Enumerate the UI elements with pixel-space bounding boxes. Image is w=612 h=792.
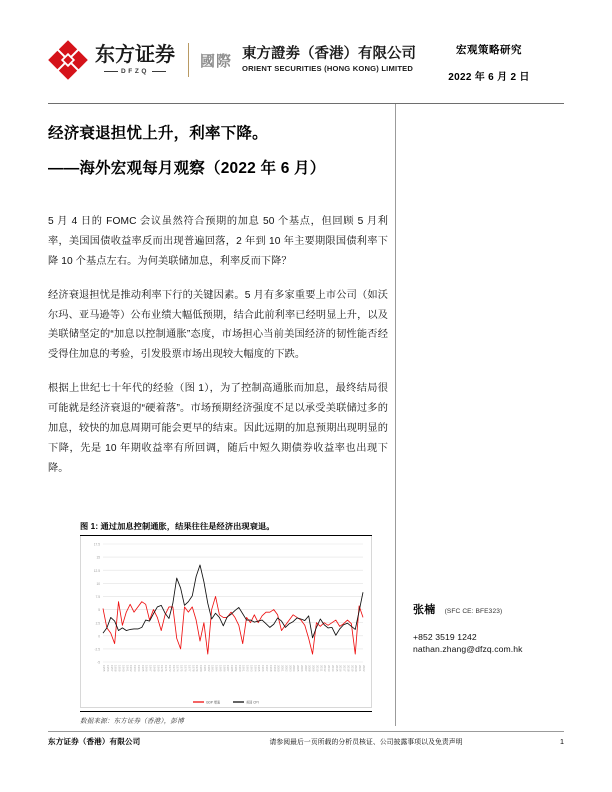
svg-text:1961: 1961 [125, 665, 130, 672]
svg-text:2013: 2013 [327, 665, 332, 672]
page-title: 经济衰退担忧上升，利率下降。 [48, 125, 268, 142]
svg-text:2022: 2022 [362, 665, 366, 672]
svg-text:2000: 2000 [276, 665, 281, 672]
company-logo [48, 40, 416, 80]
analyst-phone: +852 3519 1242 [413, 632, 477, 642]
figure-chart-area [80, 536, 372, 708]
logo-hk-entity [242, 47, 416, 74]
svg-text:1958: 1958 [113, 665, 118, 672]
svg-text:2011: 2011 [319, 665, 324, 672]
footer-disclaimer: 请参阅最后一页所载的分析员核证、公司披露事项以及免责声明 [269, 739, 463, 746]
svg-text:1965: 1965 [140, 665, 145, 672]
svg-text:1973: 1973 [171, 665, 176, 672]
svg-text:1979: 1979 [195, 665, 200, 672]
svg-text:1970: 1970 [160, 665, 165, 672]
svg-text:2017: 2017 [342, 665, 347, 672]
svg-text:10: 10 [96, 581, 100, 586]
footer-rule [48, 731, 564, 732]
svg-text:1978: 1978 [191, 665, 196, 672]
svg-text:1966: 1966 [144, 665, 149, 672]
svg-text:-2.5: -2.5 [94, 647, 100, 652]
svg-text:5: 5 [98, 608, 100, 613]
svg-text:2009: 2009 [311, 665, 316, 672]
svg-text:1962: 1962 [129, 665, 134, 672]
svg-text:-5: -5 [97, 660, 100, 665]
body-paragraph: 根据上世纪七十年代的经验（图 1），为了控制高通胀而加息，最终结局很可能就是经济衰退的“硬着落”。市场预期经济强度不足以承受美联储过多的加息，较快的加息周期可能会更早的结束。因此远期的加息预期出现明显的下降，先是 10 年期收益率有所回调，随后中短久期债券收益率也出现下降。 [48, 383, 388, 474]
svg-text:1999: 1999 [272, 665, 277, 672]
svg-text:2019: 2019 [350, 665, 355, 672]
header-rule [48, 103, 564, 104]
logo-international-label: 國際 [200, 52, 233, 70]
figure-source-note: 数据来源：东方证券（香港），彭博 [80, 711, 372, 725]
svg-text:1982: 1982 [206, 665, 211, 672]
line-chart [81, 536, 373, 708]
svg-text:2006: 2006 [299, 665, 304, 672]
body-paragraph: 经济衰退担忧是推动利率下行的关键因素。5 月有多家重要上市公司（如沃尔玛、亚马逊等）公布业绩大幅低预期，结合此前利率已经明显上升，以及美联储坚定的“加息以控制通胀”态度，市场担心当前美国经济的韧性能否经受得住加息的考验，引发股票市场出现较大幅度的下跌。 [48, 289, 388, 361]
svg-text:2005: 2005 [296, 665, 301, 672]
svg-text:2001: 2001 [280, 665, 285, 672]
svg-text:2014: 2014 [330, 665, 335, 672]
svg-text:2016: 2016 [338, 665, 343, 672]
svg-text:7.5: 7.5 [95, 595, 100, 600]
svg-text:2007: 2007 [303, 665, 308, 672]
body-text-column [48, 212, 388, 493]
svg-text:1984: 1984 [214, 665, 219, 672]
svg-text:2021: 2021 [358, 665, 363, 672]
svg-text:1968: 1968 [152, 665, 157, 672]
svg-text:1988: 1988 [230, 665, 235, 672]
title-block [48, 124, 388, 180]
footer-company: 东方证券（香港）有限公司 [48, 737, 141, 746]
svg-text:2020: 2020 [354, 665, 359, 672]
svg-text:2008: 2008 [307, 665, 312, 672]
svg-text:1994: 1994 [253, 665, 258, 672]
body-paragraph: 5 月 4 日的 FOMC 会议虽然符合预期的加息 50 个基点，但回顾 5 月利率，美国国债收益率反而出现普遍回落，2 年到 10 年主要期限国债利率下降 10 个基点左右。为何美联储加息，利率反而下降？ [48, 216, 388, 267]
svg-text:1957: 1957 [109, 665, 114, 672]
svg-text:1976: 1976 [183, 665, 188, 672]
svg-text:1956: 1956 [105, 665, 110, 672]
footer-page-number: 1 [560, 737, 564, 746]
analyst-name: 张楠 [413, 604, 436, 616]
svg-text:2010: 2010 [315, 665, 320, 672]
svg-text:1985: 1985 [218, 665, 223, 672]
column-divider [395, 104, 396, 726]
svg-text:1972: 1972 [167, 665, 172, 672]
dfzq-diamond-logo-icon [48, 40, 88, 80]
header-meta [414, 42, 564, 83]
svg-text:1981: 1981 [202, 665, 207, 672]
svg-text:1974: 1974 [175, 665, 180, 672]
figure-caption: 图 1: 通过加息控制通胀，结果往往是经济出现衰退。 [80, 522, 275, 531]
svg-text:1997: 1997 [264, 665, 269, 672]
page-header [48, 36, 564, 98]
svg-text:1955: 1955 [102, 665, 106, 672]
svg-text:1977: 1977 [187, 665, 192, 672]
analyst-email[interactable]: nathan.zhang@dfzq.com.hk [413, 644, 523, 654]
page-subtitle: ——海外宏观每月观察（2022 年 6 月） [48, 159, 326, 177]
svg-text:15: 15 [96, 555, 100, 560]
svg-text:1986: 1986 [222, 665, 227, 672]
analyst-name-row [413, 600, 573, 618]
svg-text:1964: 1964 [136, 665, 141, 672]
svg-text:GDP 增速: GDP 增速 [206, 700, 221, 705]
logo-company-cn: 东方证券 [95, 44, 175, 66]
svg-text:2018: 2018 [346, 665, 351, 672]
svg-text:2003: 2003 [288, 665, 293, 672]
report-date: 2022 年 6 月 2 日 [448, 72, 530, 83]
svg-text:1989: 1989 [233, 665, 238, 672]
svg-text:2002: 2002 [284, 665, 289, 672]
logo-hk-entity-cn: 東方證劵（香港）有限公司 [242, 45, 417, 62]
svg-text:1983: 1983 [210, 665, 215, 672]
svg-text:2015: 2015 [334, 665, 339, 672]
svg-text:1987: 1987 [226, 665, 231, 672]
page-footer [48, 736, 564, 747]
svg-text:1993: 1993 [249, 665, 254, 672]
analyst-certification: (SFC CE: BFE323) [444, 608, 503, 615]
svg-text:1960: 1960 [121, 665, 126, 672]
svg-text:12.5: 12.5 [93, 568, 100, 573]
svg-text:1959: 1959 [117, 665, 122, 672]
svg-text:1963: 1963 [133, 665, 138, 672]
logo-chinese-wordmark [95, 45, 175, 75]
svg-text:2012: 2012 [323, 665, 328, 672]
svg-text:0: 0 [98, 634, 100, 639]
logo-divider [188, 43, 189, 77]
svg-text:1971: 1971 [164, 665, 169, 672]
svg-text:1969: 1969 [156, 665, 161, 672]
svg-text:1998: 1998 [268, 665, 273, 672]
svg-text:1980: 1980 [199, 665, 204, 672]
svg-text:1992: 1992 [245, 665, 250, 672]
svg-text:17.5: 17.5 [93, 542, 100, 547]
logo-hk-entity-en: ORIENT SECURITIES (HONG KONG) LIMITED [242, 64, 414, 74]
svg-text:1967: 1967 [148, 665, 153, 672]
figure-1 [80, 521, 372, 725]
research-type-label: 宏观策略研究 [456, 44, 522, 56]
svg-text:美国 CPI: 美国 CPI [246, 700, 259, 705]
svg-text:1991: 1991 [241, 665, 246, 672]
svg-text:2.5: 2.5 [95, 621, 100, 626]
svg-text:1995: 1995 [257, 665, 262, 672]
analyst-contact-block [413, 600, 573, 654]
svg-text:1990: 1990 [237, 665, 242, 672]
svg-text:2004: 2004 [292, 665, 297, 672]
svg-text:1996: 1996 [261, 665, 266, 672]
svg-text:1975: 1975 [179, 665, 184, 672]
logo-pinyin: DFZQ [95, 68, 175, 75]
